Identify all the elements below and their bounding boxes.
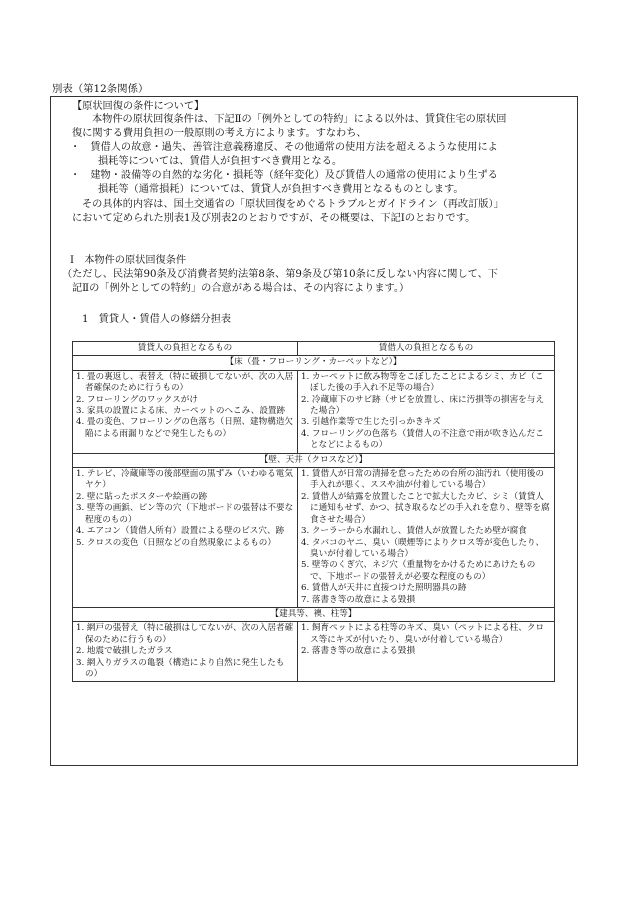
section-title-fittings: 【建具等、襖、柱等】 xyxy=(73,607,555,621)
intro-line-7: その具体的内容は、国土交通省の「原状回復をめぐるトラブルとガイドライン（再改訂版）」 xyxy=(82,199,504,210)
intro-bullet-2: ・ 建物・設備等の自然的な劣化・損耗等（経年変化）及び賃借人の通常の使用により生ずる xyxy=(70,170,498,181)
intro-line-2: 復に関する費用負担の一般原則の考え方によります。すなわち、 xyxy=(72,128,367,139)
header-landlord: 賃貸人の負担となるもの xyxy=(73,342,298,356)
section-row-wall xyxy=(73,453,555,467)
list-item: 1. テレビ、冷蔵庫等の後部壁面の黒ずみ（いわゆる電気ヤケ） xyxy=(76,469,293,491)
list-item: 3. 家具の設置による床、カーペットのへこみ、設置跡 xyxy=(76,406,286,417)
list-item: 2. 冷蔵庫下のサビ跡（サビを放置し、床に汚損等の損害を与えた場合） xyxy=(301,394,544,417)
list-item: 2. 落書き等の故意による毀損 xyxy=(301,646,416,657)
list-item: 2. 賃借人が結露を放置したことで拡大したカビ、シミ（賃貸人に通知もせず、かつ、拭き取るなどの手入れを怠り、壁等を腐食させた場合） xyxy=(301,491,550,525)
list-item: 2. フローリングのワックスがけ xyxy=(76,394,198,405)
list-item: 2. 地震で破損したガラス xyxy=(76,646,173,657)
list-item: 4. 畳の変色、フローリングの色落ち（日照、建物構造欠陥による雨漏りなどで発生したもの） xyxy=(76,417,294,439)
landlord-cell xyxy=(73,622,298,682)
section-heading: 【原状回復の条件について】 xyxy=(72,101,205,112)
intro-bullet-1: ・ 賃借人の故意・過失、善管注意義務違反、その他通常の使用方法を超えるような使用によ xyxy=(70,142,498,153)
repair-share-table xyxy=(72,341,555,682)
list-item: 2. 壁に貼ったポスターや絵画の跡 xyxy=(76,491,208,502)
list-item: 3. 網入りガラスの亀裂（構造により自然に発生したもの） xyxy=(76,657,285,679)
landlord-cell xyxy=(73,370,298,453)
list-item: 1. カーペットに飲み物等をこぼしたことによるシミ、カビ（こぼした後の手入れ不足等の場合） xyxy=(301,371,544,394)
list-item: 3. 引越作業等で生じた引っかきキズ xyxy=(301,417,441,428)
tenant-cell xyxy=(298,622,555,682)
list-item: 3. 壁等の画鋲、ピン等の穴（下地ボードの張替は不要な程度のもの） xyxy=(76,503,294,525)
section1-note-2: 記Ⅱの「例外としての特約」の合意がある場合は、その内容によります。） xyxy=(72,283,410,294)
table-header-row xyxy=(73,342,555,356)
intro-line-8: において定められた別表1及び別表2のとおりですが、その概要は、下記Ⅰのとおりです。 xyxy=(72,213,476,224)
section-title-wall: 【壁、天井（クロスなど）】 xyxy=(73,453,555,467)
list-item: 1. 賃借人が日常の清掃を怠ったための台所の油汚れ（使用後の手入れが悪く、ススや油が付着している場合） xyxy=(301,469,544,491)
list-item: 4. フローリングの色落ち（賃借人の不注意で雨が吹き込んだことなどによるもの） xyxy=(301,428,544,451)
table-subtitle: 1 賃貸人・賃借人の修繕分担表 xyxy=(82,314,232,325)
landlord-cell xyxy=(73,468,298,608)
list-item: 6. 賃借人が天井に直接つけた照明器具の跡 xyxy=(301,583,467,594)
list-item: 1. 飼育ペットによる柱等のキズ、臭い（ペットによる柱、クロス等にキズが付いたり、臭いが付着している場合） xyxy=(301,623,545,645)
table-row xyxy=(73,468,555,608)
header-tenant: 賃借人の負担となるもの xyxy=(298,342,555,356)
list-item: 3. クーラーから水漏れし、賃借人が放置したため壁が腐食 xyxy=(301,526,527,537)
table-row xyxy=(73,622,555,682)
list-item: 5. クロスの変色（日照などの自然現象によるもの） xyxy=(76,537,276,548)
list-item: 4. エアコン（賃借人所有）設置による壁のビス穴、跡 xyxy=(76,526,285,537)
list-item: 1. 畳の裏返し、表替え（特に破損してないが、次の入居者確保のために行うもの） xyxy=(76,371,294,394)
list-item: 5. 壁等のくぎ穴、ネジ穴（重量物をかけるためにあけたもので、下地ボードの張替えが必要な程度のもの） xyxy=(301,560,536,582)
tenant-cell xyxy=(298,370,555,453)
intro-bullet-1-cont: 損耗等については、賃借人が負担すべき費用となる。 xyxy=(98,156,343,167)
list-item: 1. 網戸の張替え（特に破損はしてないが、次の入居者確保のために行うもの） xyxy=(76,623,294,645)
section-row-fittings xyxy=(73,607,555,621)
section1-note-1: （ただし、民法第90条及び消費者契約法第8条、第9条及び第10条に反しない内容に関して、下 xyxy=(62,269,498,280)
list-item: 4. タバコのヤニ、臭い（喫煙等によりクロス等が変色したり、臭いが付着している場合） xyxy=(301,537,545,559)
list-item: 7. 落書き等の故意による毀損 xyxy=(301,594,416,605)
section1-title: Ⅰ 本物件の原状回復条件 xyxy=(70,255,187,266)
section-row-floor xyxy=(73,356,555,370)
document-caption: 別表（第12条関係） xyxy=(52,83,149,95)
section-title-floor: 【床（畳・フローリング・カーペットなど）】 xyxy=(73,356,555,370)
tenant-cell xyxy=(298,468,555,608)
table-row xyxy=(73,370,555,453)
intro-line-1: 本物件の原状回復条件は、下記Ⅱの「例外としての特約」による以外は、賃貸住宅の原状回 xyxy=(92,114,507,125)
intro-bullet-2-cont: 損耗等（通常損耗）については、賃貸人が負担すべき費用となるものとします。 xyxy=(98,184,464,195)
